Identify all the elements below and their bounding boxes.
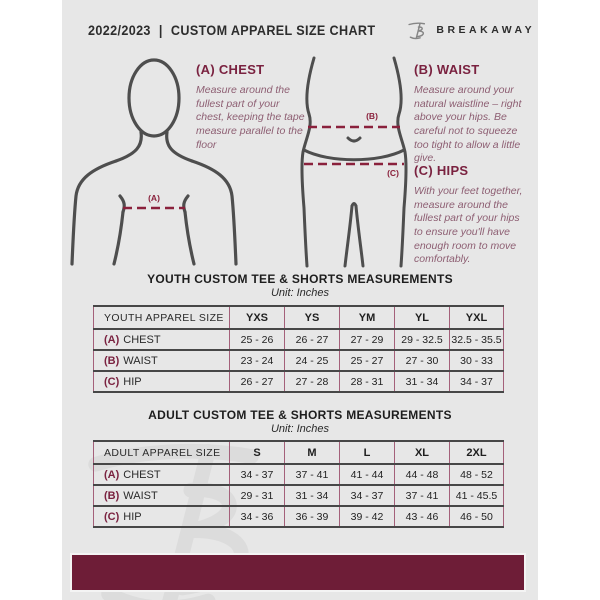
table-cell: 26 - 27 bbox=[285, 329, 340, 350]
row-header bbox=[94, 485, 230, 506]
column-header: 2XL bbox=[450, 441, 504, 464]
waist-guide-heading: (B) WAIST bbox=[414, 62, 480, 77]
row-header bbox=[94, 329, 230, 350]
column-header: XL bbox=[395, 441, 450, 464]
youth-table-title: YOUTH CUSTOM TEE & SHORTS MEASUREMENTS bbox=[147, 272, 453, 286]
table-cell: 25 - 27 bbox=[340, 350, 395, 371]
table-row bbox=[94, 506, 504, 527]
row-header bbox=[94, 350, 230, 371]
table-cell: 23 - 24 bbox=[230, 350, 285, 371]
table-cell: 29 - 32.5 bbox=[395, 329, 450, 350]
table-cell: 32.5 - 35.5 bbox=[450, 329, 504, 350]
table-cell: 34 - 37 bbox=[230, 464, 285, 485]
row-label: CHEST bbox=[123, 468, 161, 481]
table-cell: 27 - 29 bbox=[340, 329, 395, 350]
row-key: (B) bbox=[104, 354, 120, 367]
row-label: HIP bbox=[123, 375, 142, 388]
table-row bbox=[94, 485, 504, 506]
table-row bbox=[94, 350, 504, 371]
table-row bbox=[94, 464, 504, 485]
column-header: YOUTH APPAREL SIZE bbox=[94, 306, 230, 329]
table-cell: 36 - 39 bbox=[285, 506, 340, 527]
chest-guide-heading: (A) CHEST bbox=[196, 62, 265, 77]
lower-body-figure-illustration bbox=[294, 56, 414, 268]
row-label: WAIST bbox=[123, 354, 158, 367]
column-header: YXL bbox=[450, 306, 504, 329]
brand-name: BREAKAWAY bbox=[436, 24, 536, 36]
chest-guide-block bbox=[196, 62, 308, 152]
table-cell: 31 - 34 bbox=[395, 371, 450, 392]
footer-accent-bar bbox=[70, 553, 526, 592]
table-cell: 30 - 33 bbox=[450, 350, 504, 371]
table-cell: 27 - 28 bbox=[285, 371, 340, 392]
youth-size-table bbox=[93, 305, 504, 393]
table-cell: 48 - 52 bbox=[450, 464, 504, 485]
row-header bbox=[94, 464, 230, 485]
row-label: CHEST bbox=[123, 333, 161, 346]
table-header-row bbox=[94, 441, 504, 464]
row-key: (C) bbox=[104, 510, 120, 523]
table-cell: 41 - 44 bbox=[340, 464, 395, 485]
column-header: ADULT APPAREL SIZE bbox=[94, 441, 230, 464]
row-header bbox=[94, 371, 230, 392]
waist-guide-block bbox=[414, 62, 528, 166]
hips-guide-block bbox=[414, 163, 528, 267]
waist-guide-text: Measure around your natural waistline – right above your hips. Be careful not to squeeze too tight to allow a little give. bbox=[414, 84, 522, 165]
table-cell: 41 - 45.5 bbox=[450, 485, 504, 506]
size-chart-flyer bbox=[62, 0, 538, 600]
adult-table-title: ADULT CUSTOM TEE & SHORTS MEASUREMENTS bbox=[148, 408, 452, 422]
table-cell: 37 - 41 bbox=[395, 485, 450, 506]
table-cell: 29 - 31 bbox=[230, 485, 285, 506]
table-cell: 24 - 25 bbox=[285, 350, 340, 371]
table-cell: 34 - 37 bbox=[450, 371, 504, 392]
page-title bbox=[88, 22, 375, 38]
table-cell: 34 - 36 bbox=[230, 506, 285, 527]
table-cell: 43 - 46 bbox=[395, 506, 450, 527]
brand-logo bbox=[407, 19, 535, 41]
chest-marker-label: (A) bbox=[148, 193, 160, 203]
table-cell: 26 - 27 bbox=[230, 371, 285, 392]
table-cell: 28 - 31 bbox=[340, 371, 395, 392]
chest-guide-text: Measure around the fullest part of your chest, keeping the tape measure parallel to the floor bbox=[196, 84, 305, 151]
hips-guide-text: With your feet together, measure around the fullest part of your hips to ensure you'll have enough room to move comfortably. bbox=[414, 185, 523, 266]
hips-marker-label: (C) bbox=[387, 168, 399, 178]
row-label: HIP bbox=[123, 510, 142, 523]
table-cell: 27 - 30 bbox=[395, 350, 450, 371]
row-header bbox=[94, 506, 230, 527]
title-separator: | bbox=[158, 22, 163, 38]
column-header: YM bbox=[340, 306, 395, 329]
column-header: YL bbox=[395, 306, 450, 329]
table-cell: 39 - 42 bbox=[340, 506, 395, 527]
row-key: (B) bbox=[104, 489, 120, 502]
row-key: (A) bbox=[104, 468, 120, 481]
row-key: (C) bbox=[104, 375, 120, 388]
youth-table-unit: Unit: Inches bbox=[270, 287, 330, 299]
column-header: YS bbox=[285, 306, 340, 329]
row-label: WAIST bbox=[123, 489, 158, 502]
adult-size-table bbox=[93, 440, 504, 528]
waist-marker-label: (B) bbox=[366, 111, 378, 121]
table-cell: 34 - 37 bbox=[340, 485, 395, 506]
title-main: CUSTOM APPAREL SIZE CHART bbox=[170, 22, 376, 38]
breakaway-b-icon bbox=[407, 19, 429, 41]
column-header: M bbox=[285, 441, 340, 464]
table-cell: 46 - 50 bbox=[450, 506, 504, 527]
column-header: S bbox=[230, 441, 285, 464]
column-header: YXS bbox=[230, 306, 285, 329]
adult-table-unit: Unit: Inches bbox=[270, 423, 330, 435]
table-cell: 25 - 26 bbox=[230, 329, 285, 350]
table-cell: 31 - 34 bbox=[285, 485, 340, 506]
table-cell: 44 - 48 bbox=[395, 464, 450, 485]
header bbox=[88, 16, 536, 44]
column-header: L bbox=[340, 441, 395, 464]
table-header-row bbox=[94, 306, 504, 329]
table-cell: 37 - 41 bbox=[285, 464, 340, 485]
table-row bbox=[94, 371, 504, 392]
row-key: (A) bbox=[104, 333, 120, 346]
hips-guide-heading: (C) HIPS bbox=[414, 163, 469, 178]
table-row bbox=[94, 329, 504, 350]
title-year: 2022/2023 bbox=[88, 22, 151, 38]
